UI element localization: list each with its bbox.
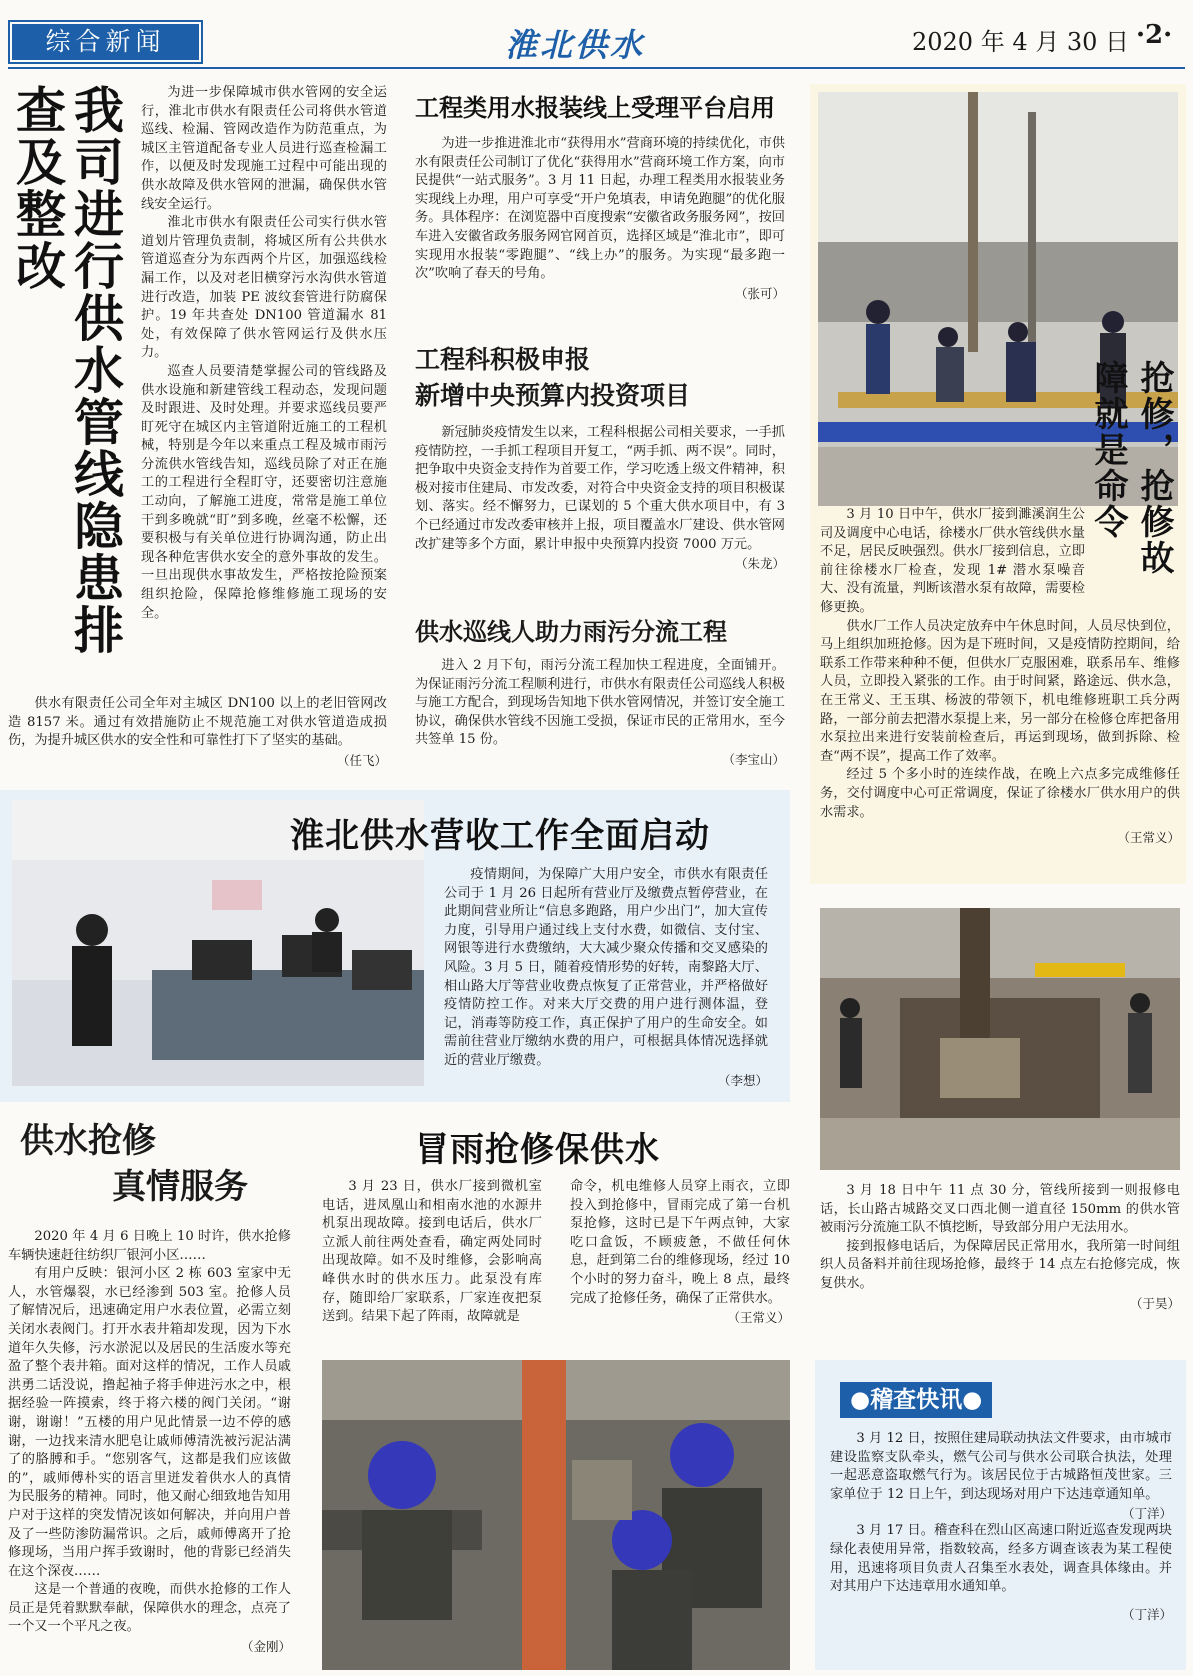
masthead	[0, 0, 1193, 72]
article-4	[415, 612, 785, 768]
article-9-author: （王常义）	[727, 1310, 790, 1326]
article-2-title: 工程类用水报装线上受理平台启用	[415, 94, 775, 122]
article-9-title: 冒雨抢修保供水	[415, 1130, 660, 1170]
article-10-p1: 3 月 12 日，按照住建局联动执法文件要求，由市城市建设监察支队牵头，燃气公司与供水公司联合执法，处理一起恶意盗取燃气行为。该居民位于古城路恒茂世家。三家单位于 12 日上午，到达现场对用户下达违章通知单。	[830, 1431, 1172, 1502]
article-6-body	[444, 866, 768, 1089]
article-7-body	[820, 1182, 1180, 1312]
article-2-author: （张可）	[734, 285, 785, 301]
article-8-body	[8, 1228, 291, 1655]
article-5-title: 抢修，抢修故障就是命令	[1088, 360, 1174, 576]
article-1-author: （任飞）	[336, 752, 387, 768]
photo-pipe-excavation	[820, 908, 1180, 1170]
article-4-title: 供水巡线人助力雨污分流工程	[415, 618, 727, 646]
article-5-p1: 3 月 10 日中午，供水厂接到濉溪润生公司及调度中心电话，徐楼水厂供水管线供水量不足，居民反映强烈。供水厂接到信息，立即前往徐楼水厂检查，发现 1# 潜水泵噪音大、没有流量，判断该潜水泵有故障，需要检修更换。	[820, 507, 1085, 615]
article-2-p1: 为进一步推进淮北市“获得用水”营商环境的持续优化，市供水有限责任公司制订了优化“获得用水”营商环境工作方案，向市民提供“一站式服务”。3 月 11 日起，办理工程类用水报装业务实现线上办理，用户可享受“开户免填表，申请免跑腿”的优化服务。具体程序：在浏览器中百度搜索“安徽省政务服务网”，按回车进入安徽省政务服务网官网首页，选择区域是“淮北市”，即可实现用水报装“零跑腿”、“线上办”的服务。为实现“最多跑一次”吹响了春天的号角。	[415, 136, 785, 282]
article-8-p3: 这是一个普通的夜晚，而供水抢修的工作人员正是凭着默默奉献，保障供水的理念，点亮了一个又一个平凡之夜。	[8, 1582, 291, 1635]
article-3-author: （朱龙）	[734, 556, 785, 572]
article-8-title-2: 真情服务	[112, 1167, 248, 1207]
article-3-title-2: 新增中央预算内投资项目	[415, 381, 691, 410]
article-10-title: ●稽查快讯●	[840, 1382, 992, 1418]
article-9-p2: 命令，机电维修人员穿上雨衣，立即投入到抢修中，冒雨完成了第一台机泵抢修，这时已是下午两点钟，大家吃口盒饭，不顾疲惫，不做任何休息，赶到第二台的维修现场，经过 10 个小时的努力奋斗，晚上 8 点，最终完成了抢修任务，确保了正常供水。	[570, 1179, 790, 1306]
article-4-p1: 进入 2 月下旬，雨污分流工程加快工程进度，全面铺开。为保证雨污分流工程顺利进行，市供水有限责任公司巡线人积极与施工方配合，到现场告知地下供水管网情况，并签订安全施工协议，确保供水管线不因施工受损，保证市民的正常用水，至今共签单 15 份。	[415, 658, 785, 748]
section-label: 综合新闻	[12, 24, 199, 60]
article-2	[415, 88, 785, 302]
article-5-body	[820, 506, 1180, 846]
article-6-title: 淮北供水营收工作全面启动	[290, 816, 710, 856]
masthead-rule	[8, 67, 1185, 69]
article-1-p2: 淮北市供水有限责任公司实行供水管道划片管理负责制，将城区所有公共供水管道巡查分为东西两个片区，加强巡线检漏工作，以及对老旧横穿污水沟供水管道进行改造，加装 PE 波纹套管进行防腐保护。19 年共查处 DN100 管道漏水 81 处，有效保障了供水管网运行及供水压力。	[141, 215, 387, 361]
article-9-col2	[570, 1178, 790, 1326]
article-3	[415, 342, 785, 572]
article-8-p1: 2020 年 4 月 6 日晚上 10 时许，供水抢修车辆快速赶往纺织厂银河小区……	[8, 1229, 291, 1263]
article-8-p2: 有用户反映：银河小区 2 栋 603 室家中无人，水管爆裂，水已经渗到 503 室。抢修人员了解情况后，迅速确定用户水表位置，必需立刻关闭水表阀门。打开水表井箱却发现，因为下水道年久失修，污水淤泥以及居民的生活废水等充盈了整个表井箱。面对这样的情况，工作人员戚洪勇二话没说，撸起袖子将手伸进污水之中，根据经验一阵摸索，终于将六楼的阀门关闭。“谢谢，谢谢！”五楼的用户见此情景一边不停的感谢，一边找来清水肥皂让戚师傅清洗被污泥沾满了的胳膊和手。“您别客气，这都是我们应该做的”，戚师傅朴实的语言里迸发着供水人的真情为民服务的精神。同时，他又耐心细致地告知用户对于这样的突发情况该如何解决，并向用户普及了一些防渗防漏常识。之后，戚师傅离开了抢修现场，当用户挥手致谢时，他的背影已经消失在这个深夜……	[8, 1266, 291, 1579]
section-label-box	[8, 20, 203, 64]
paper-name: 淮北供水	[505, 26, 646, 64]
article-5-p2: 供水厂工作人员决定放弃中午休息时间，人员尽快到位，马上组织加班抢修。因为是下班时间，又是疫情防控期间，给联系工作带来种种不便，但供水厂克服困难，联系吊车、维修人员，立即投入紧张的工作。由于时间紧，路途远、供水急，在王常义、王玉琪、杨波的带领下，机电维修班职工兵分两路，一部分前去把潜水泵提上来，另一部分在检修仓库把备用水泵拉出来进行安装前检查后，再运到现场，做到拆除、检查“两不误”，提高工作了效率。	[820, 618, 1180, 764]
article-1-title: 我司进行供水管线隐患排查及整改	[8, 84, 124, 656]
article-1-p3: 巡查人员要清楚掌握公司的管线路及供水设施和新建管线工程动态，发现问题及时跟进、及时处理。并要求巡线员要严盯死守在城区内主管道附近施工的工程机械，特别是今年以来重点工程及城市雨污分流供水管线告知，巡线员除了对正在施工的工程进行全程盯守，还要密切注意施工动向，了解施工进度，常常是施工单位干到多晚就“盯”到多晚，丝毫不松懈，还要积极与有关单位进行协调沟通，防止出现各种危害供水安全的意外事故的发生。一旦出现供水事故发生，严格按抢险预案组织抢险，保障抢修维修施工现场的安全。	[141, 363, 387, 621]
article-5-p3: 经过 5 个多小时的连续作战，在晚上六点多完成维修任务，交付调度中心可正常调度，保证了徐楼水厂供水用户的供水需求。	[820, 767, 1180, 820]
article-1-body-bottom	[8, 695, 387, 769]
article-10-p2: 3 月 17 日。稽查科在烈山区高速口附近巡查发现两块绿化表使用异常，指数较高，经多方调查该表为某工程使用，迅速将项目负责人召集至水表处，调查具体缘由。并对其用户下达违章用水通知单。	[830, 1523, 1172, 1595]
article-5-author: （王常义）	[1117, 830, 1180, 846]
photo-rain-repair-workers	[322, 1360, 790, 1670]
article-9-p1: 3 月 23 日，供水厂接到微机室电话，进凤凰山和相南水池的水源井机泵出现故障。接到电话后，供水厂立派人前往两处查看，确定两处同时出现故障。如不及时维修，会影响高峰供水时的供水压力。此泵没有库存，随即给厂家联系，厂家连夜把泵送到。结果下起了阵雨，故障就是	[322, 1179, 542, 1325]
article-10-author-2: （丁洋）	[1121, 1606, 1172, 1622]
article-6-p1: 疫情期间，为保障广大用户安全，市供水有限责任公司于 1 月 26 日起所有营业厅及缴费点暂停营业，在此期间营业所让“信息多跑路，用户少出门”，加大宣传力度，引导用户通过线上支付水费，如微信、支付宝、网银等进行水费缴纳，大大减少聚众传播和交叉感染的风险。3 月 5 日，随着疫情形势的好转，南黎路大厅、相山路大厅等营业收费点恢复了正常营业，并严格做好疫情防控工作。对来大厅交费的用户进行测体温，登记，消毒等防疫工作，真正保护了用户的生命安全。如需前往营业厅缴纳水费的用户，可根据具体情况选择就近的营业厅缴费。	[444, 867, 768, 1068]
issue-date: 2020 年 4 月 30 日	[912, 28, 1130, 56]
page-number: ·2·	[1136, 20, 1173, 50]
article-6-author: （李想）	[717, 1072, 768, 1088]
article-8-title-1: 供水抢修	[20, 1121, 156, 1161]
article-1-p4: 供水有限责任公司全年对主城区 DN100 以上的老旧管网改造 8157 米。通过有效措施防止不规范施工对供水管道造成损伤，为提升城区供水的安全性和可靠性打下了坚实的基础。	[8, 696, 387, 749]
article-1-body-top	[141, 84, 387, 621]
article-3-p1: 新冠肺炎疫情发生以来，工程科根据公司相关要求，一手抓疫情防控，一手抓工程项目开复工，“两手抓、两不误”。同时，把争取中央资金支持作为首要工作，学习吃透上级文件精神，积极对接市住建局、市发改委，对符合中央资金支持的项目积极谋划、落实。经不懈努力，已谋划的 5 个重大供水项目中，有 3 个已经通过市发改委审核并上报，项目覆盖水厂建设、供水管网改扩建等多个方面，累计申报中央预算内投资 7000 万元。	[415, 425, 785, 552]
article-8-author: （金刚）	[240, 1639, 291, 1655]
article-4-author: （李宝山）	[722, 751, 785, 767]
article-9-col1	[322, 1178, 542, 1327]
article-8-title-block	[20, 1118, 290, 1210]
article-7-p2: 接到报修电话后，为保障居民正常用水，我所第一时间组织人员备料并前往现场抢修，最终于 14 点左右抢修完成，恢复供水。	[820, 1238, 1180, 1291]
article-10-body	[830, 1430, 1172, 1623]
article-7-p1: 3 月 18 日中午 11 点 30 分，管线所接到一则报修电话，长山路古城路交叉口西北侧一道直径 150mm 的供水管被雨污分流施工队不慎挖断，导致部分用户无法用水。	[820, 1183, 1180, 1236]
article-7-author: （于昊）	[1129, 1295, 1180, 1311]
article-1-p1: 为进一步保障城市供水管网的安全运行，淮北市供水有限责任公司将供水管道巡线、检漏、管网改造作为防范重点，为城区主管道配备专业人员进行巡查检漏工作，以便及时发现施工过程中可能出现的供水故障及供水管网的泄漏，确保供水管线安全运行。	[141, 85, 387, 212]
article-10-author-1: （丁洋）	[1121, 1506, 1172, 1522]
article-3-title-1: 工程科积极申报	[415, 345, 591, 374]
